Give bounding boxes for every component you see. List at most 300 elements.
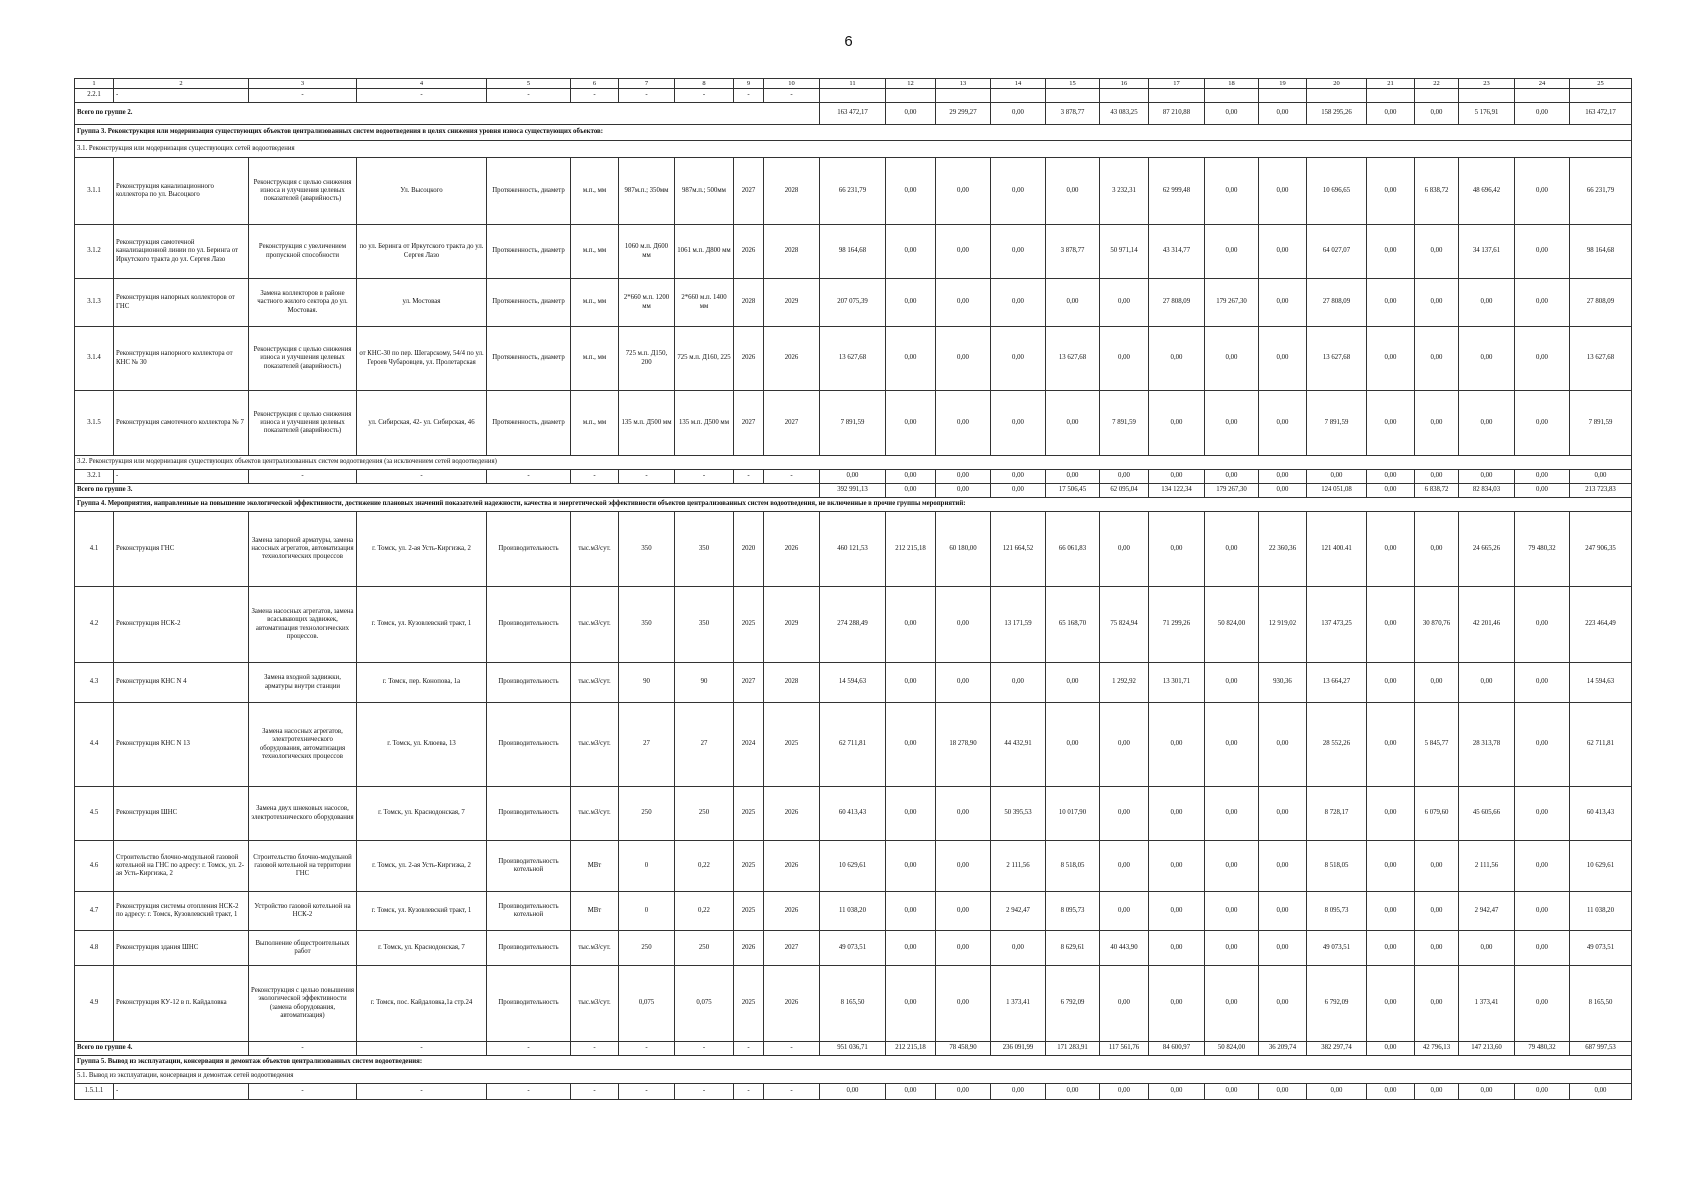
table-cell: 22 360,36	[1259, 512, 1307, 587]
group-total-row	[75, 1042, 1632, 1056]
table-cell: 0,00	[1515, 931, 1570, 966]
table-cell: 2027	[734, 158, 764, 225]
table-cell: 0,00	[1100, 966, 1149, 1042]
table-cell: Замена коллекторов в районе частного жилого сектора до ул. Мостовая.	[249, 279, 357, 327]
table-cell: -	[487, 470, 571, 484]
table-cell: Протяженность, диаметр	[487, 225, 571, 279]
table-row	[75, 587, 1632, 663]
table-cell: 8 095,73	[1307, 892, 1367, 931]
table-cell: 0,00	[1515, 225, 1570, 279]
table-cell: 0,00	[1515, 158, 1570, 225]
table-cell: Строительство блочно-модульной газовой котельной на территории ГНС	[249, 841, 357, 892]
table-cell: 0,00	[1149, 512, 1205, 587]
table-cell: 49 073,51	[820, 931, 886, 966]
table-cell: 0,00	[1515, 587, 1570, 663]
column-number: 15	[1046, 79, 1100, 89]
table-cell: 2028	[764, 663, 820, 703]
table-cell: Реконструкция ШНС	[114, 787, 249, 841]
table-cell: -	[764, 470, 820, 484]
table-cell: 0,00	[991, 1084, 1046, 1100]
table-cell: 350	[675, 512, 734, 587]
subgroup-heading: 3.2. Реконструкция или модернизация существующих объектов централизованных систем водоотведения (за исключением сетей водоотведения)	[75, 456, 1632, 470]
table-row	[75, 512, 1632, 587]
table-row	[75, 841, 1632, 892]
table-cell: Реконструкция с целью снижения износа и улучшения целевых показателей (аварийность)	[249, 327, 357, 391]
table-cell: 62 711,81	[1570, 703, 1632, 787]
table-cell: 0,00	[1415, 103, 1459, 125]
table-cell: 0,00	[1459, 391, 1515, 456]
table-cell: 212 215,18	[886, 512, 936, 587]
table-cell: 60 180,00	[936, 512, 991, 587]
table-cell: 2 111,56	[1459, 841, 1515, 892]
table-cell: 223 464,49	[1570, 587, 1632, 663]
table-cell: 0,00	[1259, 470, 1307, 484]
table-cell: -	[734, 1042, 764, 1056]
table-cell: -	[571, 1084, 619, 1100]
table-cell: тыс.м3/сут.	[571, 663, 619, 703]
table-cell: -	[619, 89, 675, 103]
table-cell: 2026	[734, 931, 764, 966]
investment-program-table	[74, 78, 1632, 1100]
table-cell	[936, 89, 991, 103]
table-cell: 0,00	[1100, 279, 1149, 327]
table-cell: Реконструкция самотечной канализационной линии по ул. Беринга от Иркутского тракта до ул. Сергея Лазо	[114, 225, 249, 279]
column-number-row	[75, 79, 1632, 89]
table-cell: Реконструкция здания ШНС	[114, 931, 249, 966]
table-cell: 158 295,26	[1307, 103, 1367, 125]
column-number: 25	[1570, 79, 1632, 89]
table-cell	[886, 89, 936, 103]
table-cell: г. Томск, ул. 2-ая Усть-Киргизка, 2	[357, 512, 487, 587]
table-cell: 0,00	[936, 327, 991, 391]
table-cell: 50 824,00	[1205, 587, 1259, 663]
table-cell: Строительство блочно-модульной газовой котельной на ГНС по адресу: г. Томск, ул. 2-ая Усть-Киргизка, 2	[114, 841, 249, 892]
table-cell: 0,00	[991, 663, 1046, 703]
table-cell: 350	[619, 512, 675, 587]
table-cell: Протяженность, диаметр	[487, 279, 571, 327]
table-cell: 34 137,61	[1459, 225, 1515, 279]
table-cell: 0,00	[1205, 327, 1259, 391]
table-cell: тыс.м3/сут.	[571, 512, 619, 587]
column-number: 6	[571, 79, 619, 89]
table-cell: 7 891,59	[1100, 391, 1149, 456]
table-cell: 163 472,17	[1570, 103, 1632, 125]
table-cell: 2020	[734, 512, 764, 587]
table-cell: 0,00	[1515, 1084, 1570, 1100]
table-cell: 0,00	[1415, 512, 1459, 587]
table-cell: 66 061,83	[1046, 512, 1100, 587]
table-cell: -	[619, 1084, 675, 1100]
table-cell: -	[764, 1084, 820, 1100]
table-cell: 0,00	[1367, 470, 1415, 484]
table-cell: 0,22	[675, 892, 734, 931]
table-cell: 27	[675, 703, 734, 787]
table-cell: -	[114, 89, 249, 103]
table-cell: 0,00	[1515, 966, 1570, 1042]
table-cell: 0,00	[1205, 1084, 1259, 1100]
table-cell: 0,00	[1046, 663, 1100, 703]
table-cell: 0,00	[1259, 892, 1307, 931]
table-cell: 0,00	[936, 966, 991, 1042]
table-cell: 0,00	[1515, 841, 1570, 892]
table-cell: 1060 м.п. Д600 мм	[619, 225, 675, 279]
table-cell: 236 091,99	[991, 1042, 1046, 1056]
table-cell: 13 627,68	[1307, 327, 1367, 391]
table-cell: 0,00	[1415, 663, 1459, 703]
table-cell: 0,00	[1307, 470, 1367, 484]
column-number: 23	[1459, 79, 1515, 89]
table-cell: 0,00	[1367, 892, 1415, 931]
table-cell: 8 518,05	[1307, 841, 1367, 892]
group-total-row	[75, 484, 1632, 498]
table-cell: 0,00	[1515, 787, 1570, 841]
table-cell: 0,00	[1205, 158, 1259, 225]
table-cell: 2024	[734, 703, 764, 787]
group-total-row	[75, 103, 1632, 125]
table-cell: 0,00	[886, 279, 936, 327]
table-cell: 0,00	[1205, 663, 1259, 703]
table-cell: 0,00	[1046, 391, 1100, 456]
table-cell: 0,00	[1459, 931, 1515, 966]
table-cell: 0,00	[886, 103, 936, 125]
table-cell: Протяженность, диаметр	[487, 158, 571, 225]
table-cell: 0,00	[1415, 225, 1459, 279]
table-cell: 0,00	[1367, 966, 1415, 1042]
column-number: 5	[487, 79, 571, 89]
table-cell: -	[357, 89, 487, 103]
table-cell: 13 627,68	[820, 327, 886, 391]
table-cell: 0,00	[1205, 512, 1259, 587]
table-cell: 0,00	[1515, 470, 1570, 484]
table-cell: 29 299,27	[936, 103, 991, 125]
column-number: 16	[1100, 79, 1149, 89]
table-cell: 2027	[764, 931, 820, 966]
table-cell: 12 919,02	[1259, 587, 1307, 663]
table-cell: 687 997,53	[1570, 1042, 1632, 1056]
table-cell: 0,00	[886, 327, 936, 391]
table-cell: 0,00	[820, 1084, 886, 1100]
table-cell: -	[675, 470, 734, 484]
table-cell: 6 792,09	[1046, 966, 1100, 1042]
table-cell: по ул. Беринга от Иркутского тракта до ул. Сергея Лазо	[357, 225, 487, 279]
table-cell: 0,00	[936, 587, 991, 663]
table-cell: 0,00	[1259, 703, 1307, 787]
subgroup-heading-row	[75, 141, 1632, 158]
table-cell: 7 891,59	[1307, 391, 1367, 456]
table-cell: 121 400.41	[1307, 512, 1367, 587]
table-cell: 50 395,53	[991, 787, 1046, 841]
table-cell	[1570, 89, 1632, 103]
table-cell: 49 073,51	[1307, 931, 1367, 966]
table-cell: 0,00	[1100, 470, 1149, 484]
table-cell	[1259, 89, 1307, 103]
table-cell: 8 095,73	[1046, 892, 1100, 931]
group-total-label: Всего по группе 4.	[75, 1042, 249, 1056]
table-cell: 0,00	[1515, 391, 1570, 456]
row-number-cell: 3.1.3	[75, 279, 114, 327]
table-cell	[1415, 89, 1459, 103]
table-cell	[1100, 89, 1149, 103]
table-cell: 2027	[734, 663, 764, 703]
table-cell: МВт	[571, 892, 619, 931]
subgroup-heading: 3.1. Реконструкция или модернизация существующих сетей водоотведения	[75, 141, 1632, 158]
table-cell	[820, 89, 886, 103]
table-cell: 250	[675, 931, 734, 966]
group-heading-row	[75, 1056, 1632, 1070]
table-cell: 0,00	[1046, 279, 1100, 327]
table-cell: 134 122,34	[1149, 484, 1205, 498]
table-cell: 2029	[764, 279, 820, 327]
table-cell: 0,00	[1570, 470, 1632, 484]
table-cell: 350	[619, 587, 675, 663]
table-cell: 8 518,05	[1046, 841, 1100, 892]
group-total-label: Всего по группе 2.	[75, 103, 820, 125]
table-cell: 2025	[734, 966, 764, 1042]
table-cell	[1515, 89, 1570, 103]
table-cell: 2025	[734, 892, 764, 931]
column-number: 8	[675, 79, 734, 89]
table-cell: -	[571, 470, 619, 484]
table-cell: 2029	[764, 587, 820, 663]
table-cell: 137 473,25	[1307, 587, 1367, 663]
row-number-cell: 3.1.4	[75, 327, 114, 391]
row-number-cell: 4.7	[75, 892, 114, 931]
table-cell: 135 м.п. Д500 мм	[675, 391, 734, 456]
table-cell: 0,00	[886, 1084, 936, 1100]
table-cell: 0,00	[936, 892, 991, 931]
table-cell: 43 083,25	[1100, 103, 1149, 125]
table-cell	[1149, 89, 1205, 103]
table-cell: 2026	[734, 327, 764, 391]
table-cell: 87 210,88	[1149, 103, 1205, 125]
column-number: 22	[1415, 79, 1459, 89]
table-cell	[1307, 89, 1367, 103]
table-cell: 350	[675, 587, 734, 663]
table-cell: -	[249, 1084, 357, 1100]
table-cell: 50 824,00	[1205, 1042, 1259, 1056]
table-cell: -	[734, 470, 764, 484]
table-cell: 13 171,59	[991, 587, 1046, 663]
table-cell: 0,00	[886, 484, 936, 498]
table-cell: 0,00	[1259, 484, 1307, 498]
table-cell: 0,00	[1367, 1084, 1415, 1100]
table-cell: 0,00	[1205, 931, 1259, 966]
table-cell: 79 480,32	[1515, 1042, 1570, 1056]
table-cell: 0,00	[936, 931, 991, 966]
table-cell: 42 201,46	[1459, 587, 1515, 663]
subgroup-heading-row	[75, 456, 1632, 470]
column-number: 14	[991, 79, 1046, 89]
table-cell: 207 075,39	[820, 279, 886, 327]
table-cell: 247 906,35	[1570, 512, 1632, 587]
table-cell	[1205, 89, 1259, 103]
table-row	[75, 663, 1632, 703]
table-cell: 0,00	[1205, 225, 1259, 279]
table-row	[75, 1084, 1632, 1100]
table-cell: 75 824,94	[1100, 587, 1149, 663]
row-number-cell: 4.1	[75, 512, 114, 587]
table-cell: 2028	[734, 279, 764, 327]
table-row	[75, 703, 1632, 787]
table-cell: Производительность	[487, 512, 571, 587]
table-cell: 0,00	[1367, 279, 1415, 327]
table-row	[75, 931, 1632, 966]
table-cell: 0,00	[1149, 703, 1205, 787]
table-row	[75, 225, 1632, 279]
table-cell: м.п., мм	[571, 158, 619, 225]
table-cell: 30 870,76	[1415, 587, 1459, 663]
table-cell: 0,00	[886, 158, 936, 225]
page-number: 6	[844, 33, 853, 50]
table-row	[75, 279, 1632, 327]
row-number-cell: 4.8	[75, 931, 114, 966]
table-cell: 2*660 м.п. 1200 мм	[619, 279, 675, 327]
column-number: 9	[734, 79, 764, 89]
table-cell: 36 209,74	[1259, 1042, 1307, 1056]
table-cell: Реконструкция ГНС	[114, 512, 249, 587]
table-cell: 0,00	[1515, 663, 1570, 703]
table-cell: 0,00	[1415, 279, 1459, 327]
table-cell: Производительность	[487, 703, 571, 787]
table-cell: 2025	[764, 703, 820, 787]
table-cell: 14 594,63	[1570, 663, 1632, 703]
table-cell: 1061 м.п. Д800 мм	[675, 225, 734, 279]
table-cell: 27 808,09	[1570, 279, 1632, 327]
table-cell: 392 991,13	[820, 484, 886, 498]
table-cell: -	[571, 89, 619, 103]
table-cell: 66 231,79	[1570, 158, 1632, 225]
table-row	[75, 327, 1632, 391]
table-cell: 0,00	[1307, 1084, 1367, 1100]
table-cell: 6 079,60	[1415, 787, 1459, 841]
table-cell: 0,00	[1100, 892, 1149, 931]
table-cell: г. Томск, ул. Клюева, 13	[357, 703, 487, 787]
table-cell: Реконструкция с увеличением пропускной способности	[249, 225, 357, 279]
table-cell: -	[764, 1042, 820, 1056]
table-cell: тыс.м3/сут.	[571, 966, 619, 1042]
table-cell: -	[487, 1084, 571, 1100]
table-cell: 65 168,70	[1046, 587, 1100, 663]
table-cell: 43 314,77	[1149, 225, 1205, 279]
column-number: 3	[249, 79, 357, 89]
table-cell: 0,00	[1149, 787, 1205, 841]
table-cell: 212 215,18	[886, 1042, 936, 1056]
table-cell: 7 891,59	[1570, 391, 1632, 456]
table-cell: 0,00	[1046, 470, 1100, 484]
table-cell: 987м.п.; 500мм	[675, 158, 734, 225]
table-cell: Замена насосных агрегатов, электротехнического оборудования, автоматизация технологических процессов	[249, 703, 357, 787]
table-cell: 0,00	[1205, 892, 1259, 931]
table-cell: 0,00	[1459, 327, 1515, 391]
table-cell: 0,00	[1100, 1084, 1149, 1100]
table-cell	[1046, 89, 1100, 103]
table-cell: -	[249, 470, 357, 484]
table-cell: от КНС-30 по пер. Шегарскому, 54/4 по ул. Героев Чубаровцев, ул. Пролетарская	[357, 327, 487, 391]
table-cell: 0,00	[1205, 470, 1259, 484]
group-heading: Группа 3. Реконструкция или модернизация существующих объектов централизованных систем водоотведения в целях снижения уровня износа существующих объектов:	[75, 125, 1632, 141]
table-cell: 2026	[764, 512, 820, 587]
table-cell: Производительность	[487, 663, 571, 703]
table-cell: 27	[619, 703, 675, 787]
table-cell: 44 432,91	[991, 703, 1046, 787]
table-cell: 2026	[764, 327, 820, 391]
table-cell: 2028	[764, 158, 820, 225]
table-cell: 725 м.п. Д150, 200	[619, 327, 675, 391]
table-cell: 2027	[734, 391, 764, 456]
table-cell: 2028	[764, 225, 820, 279]
table-cell: -	[734, 1084, 764, 1100]
table-cell: 45 605,66	[1459, 787, 1515, 841]
row-number-cell: 3.1.2	[75, 225, 114, 279]
subgroup-heading: 5.1. Вывод из эксплуатации, консервация и демонтаж сетей водоотведения	[75, 1070, 1632, 1084]
table-cell: 0,00	[991, 470, 1046, 484]
table-cell: 24 665,26	[1459, 512, 1515, 587]
table-cell: 0,00	[991, 391, 1046, 456]
table-cell: 0,00	[1515, 892, 1570, 931]
table-cell: 0,00	[886, 966, 936, 1042]
table-cell: тыс.м3/сут.	[571, 787, 619, 841]
table-cell: 0,00	[1570, 1084, 1632, 1100]
table-cell: 0,00	[1459, 470, 1515, 484]
table-cell: 0,00	[1515, 484, 1570, 498]
table-cell: 0,00	[1367, 103, 1415, 125]
table-cell: 10 696,65	[1307, 158, 1367, 225]
table-cell: 60 413,43	[1570, 787, 1632, 841]
table-cell: 13 301,71	[1149, 663, 1205, 703]
table-cell: Реконструкция с целью снижения износа и улучшения целевых показателей (аварийность)	[249, 391, 357, 456]
table-cell: 0,00	[1259, 327, 1307, 391]
table-row	[75, 158, 1632, 225]
table-cell: 98 164,68	[1570, 225, 1632, 279]
table-row	[75, 89, 1632, 103]
row-number-cell: 4.5	[75, 787, 114, 841]
table-cell: 0,00	[1259, 931, 1307, 966]
column-number: 18	[1205, 79, 1259, 89]
column-number: 19	[1259, 79, 1307, 89]
table-cell: 382 297,74	[1307, 1042, 1367, 1056]
table-cell: 0,00	[1100, 787, 1149, 841]
table-cell: 2026	[764, 841, 820, 892]
table-cell: 8 165,50	[1570, 966, 1632, 1042]
table-cell: 0,00	[1259, 841, 1307, 892]
table-cell: 987м.п.; 350мм	[619, 158, 675, 225]
table-cell: 0,00	[886, 391, 936, 456]
table-cell	[1367, 89, 1415, 103]
table-row	[75, 470, 1632, 484]
table-cell: -	[357, 470, 487, 484]
table-cell: 0,00	[1367, 587, 1415, 663]
table-cell: г. Томск, ул. Кузовлевский тракт, 1	[357, 587, 487, 663]
table-cell: г. Томск, ул. Кузовлевский тракт, 1	[357, 892, 487, 931]
table-cell: 66 231,79	[820, 158, 886, 225]
table-cell: 28 313,78	[1459, 703, 1515, 787]
column-number: 10	[764, 79, 820, 89]
table-cell: 8 165,50	[820, 966, 886, 1042]
table-cell: 0,00	[1415, 1084, 1459, 1100]
table-cell: 42 796,13	[1415, 1042, 1459, 1056]
table-cell: 0,00	[936, 663, 991, 703]
table-cell: Замена запорной арматуры, замена насосных агрегатов, автоматизация технологических процессов	[249, 512, 357, 587]
table-cell: 0,00	[991, 931, 1046, 966]
table-cell: 10 629,61	[1570, 841, 1632, 892]
table-cell: -	[619, 1042, 675, 1056]
table-cell: 0,00	[1205, 103, 1259, 125]
table-cell: 0,00	[991, 158, 1046, 225]
table-cell: 0,00	[1367, 787, 1415, 841]
table-cell: 0,00	[886, 787, 936, 841]
table-cell: 0,00	[1415, 391, 1459, 456]
table-cell: 0,00	[1367, 1042, 1415, 1056]
